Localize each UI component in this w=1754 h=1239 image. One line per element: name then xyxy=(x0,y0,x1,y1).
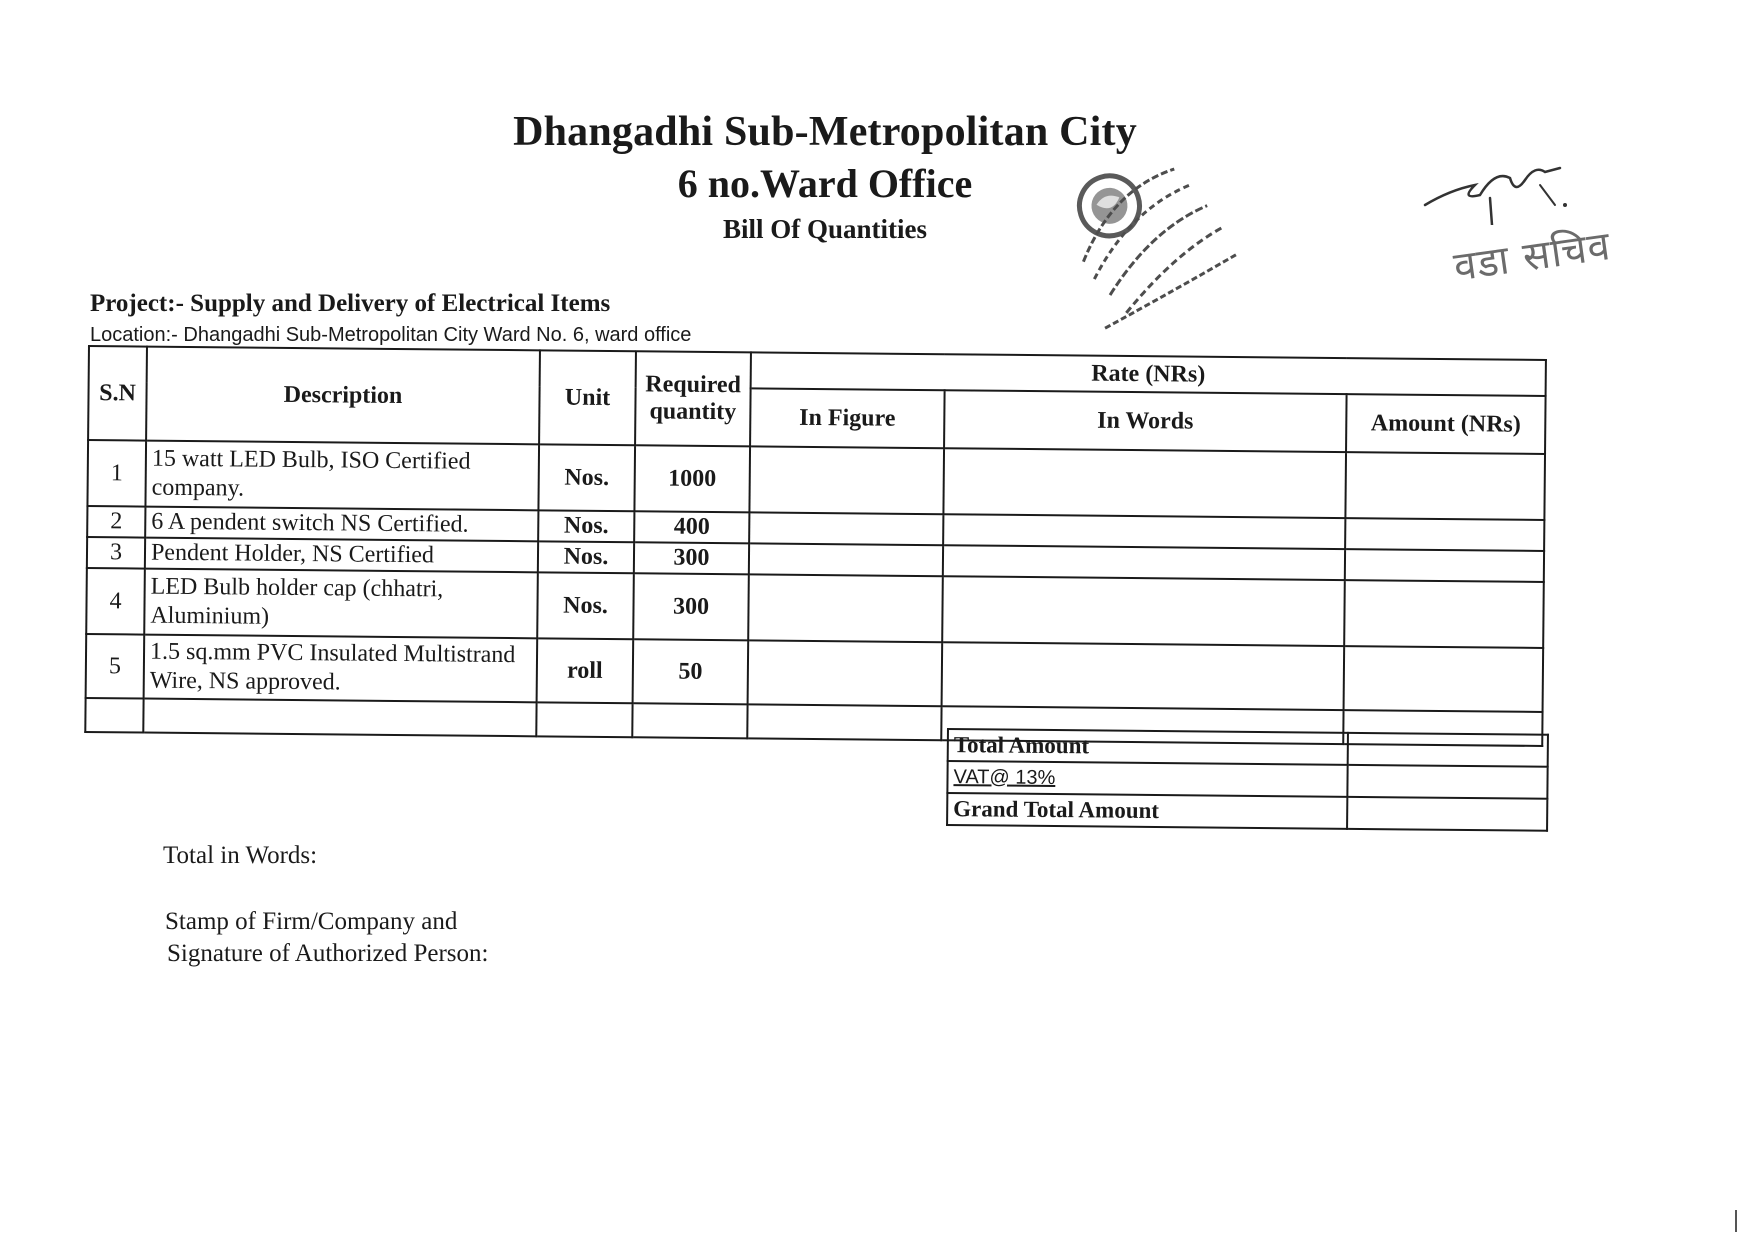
stamp-label: Stamp of Firm/Company and xyxy=(165,908,458,935)
total-amount-label: Total Amount xyxy=(948,729,1348,765)
row-rate-figure xyxy=(749,446,944,514)
row-rate-figure xyxy=(749,543,943,576)
scan-artifact xyxy=(1735,1210,1737,1232)
header-description: Description xyxy=(146,347,540,445)
header-quantity: Required quantity xyxy=(635,351,751,446)
row-rate-words xyxy=(942,576,1345,646)
row-rate-words xyxy=(942,642,1345,710)
bill-of-quantities-table xyxy=(84,345,1547,747)
grand-total-value xyxy=(1347,797,1547,831)
row-description: 1.5 sq.mm PVC Insulated Multistrand Wire, NS approved. xyxy=(144,635,538,703)
row-description: Pendent Holder, NS Certified xyxy=(145,538,538,573)
grand-total-row xyxy=(947,793,1547,831)
row-rate-figure xyxy=(748,640,943,706)
document-title: Bill Of Quantities xyxy=(722,214,928,244)
totals-table xyxy=(946,728,1549,832)
signature-label: Signature of Authorized Person: xyxy=(167,940,489,967)
row-rate-words xyxy=(943,514,1345,549)
header-unit: Unit xyxy=(539,350,636,445)
row-unit: Nos. xyxy=(538,444,635,511)
row-quantity: 1000 xyxy=(634,445,750,512)
row-sn: 1 xyxy=(87,440,146,507)
header-in-figure: In Figure xyxy=(750,388,945,448)
signature-caption: वडा सचिव xyxy=(1450,222,1614,291)
header-amount: Amount (NRs) xyxy=(1346,394,1546,454)
total-amount-value xyxy=(1348,733,1548,767)
row-description: 15 watt LED Bulb, ISO Certified company. xyxy=(145,441,539,511)
row-quantity: 300 xyxy=(634,542,749,574)
row-amount xyxy=(1344,580,1544,648)
row-unit: Nos. xyxy=(537,572,634,639)
vat-label: VAT@ 13% xyxy=(947,761,1347,797)
blank-cell xyxy=(536,702,632,737)
row-amount xyxy=(1345,518,1544,551)
row-sn: 5 xyxy=(86,634,145,699)
row-rate-figure xyxy=(748,574,943,642)
blank-cell xyxy=(747,704,941,740)
row-description: 6 A pendent switch NS Certified. xyxy=(145,507,538,542)
row-sn: 2 xyxy=(87,506,145,538)
row-unit: Nos. xyxy=(538,541,634,573)
row-quantity: 400 xyxy=(634,511,749,543)
organization-name: Dhangadhi Sub-Metropolitan City xyxy=(513,109,1137,155)
row-unit: Nos. xyxy=(538,510,634,542)
vat-value xyxy=(1347,765,1547,799)
ward-office-seal xyxy=(1060,150,1240,330)
row-amount xyxy=(1345,549,1544,582)
row-amount xyxy=(1345,452,1545,520)
row-quantity: 50 xyxy=(633,639,749,704)
office-name: 6 no.Ward Office xyxy=(677,161,973,206)
row-quantity: 300 xyxy=(633,573,749,640)
row-sn: 3 xyxy=(87,537,145,569)
header-in-words: In Words xyxy=(944,390,1347,452)
blank-cell xyxy=(143,699,536,737)
row-unit: roll xyxy=(537,638,634,703)
row-rate-figure xyxy=(749,512,943,545)
blank-cell xyxy=(632,703,747,738)
grand-total-label: Grand Total Amount xyxy=(947,793,1347,829)
total-in-words-label: Total in Words: xyxy=(163,842,318,869)
row-amount xyxy=(1344,646,1544,712)
project-title: Project:- Supply and Delivery of Electrical Items xyxy=(90,290,611,317)
handwritten-signature xyxy=(1420,150,1570,225)
row-description: LED Bulb holder cap (chhatri, Aluminium) xyxy=(144,569,538,639)
header-sn: S.N xyxy=(88,346,147,441)
row-rate-words xyxy=(943,545,1345,580)
header-rate: Rate (NRs) xyxy=(751,352,1546,396)
row-rate-words xyxy=(943,448,1346,518)
row-sn: 4 xyxy=(86,568,145,635)
project-location: Location:- Dhangadhi Sub-Metropolitan City Ward No. 6, ward office xyxy=(90,324,692,346)
blank-cell xyxy=(85,698,143,733)
